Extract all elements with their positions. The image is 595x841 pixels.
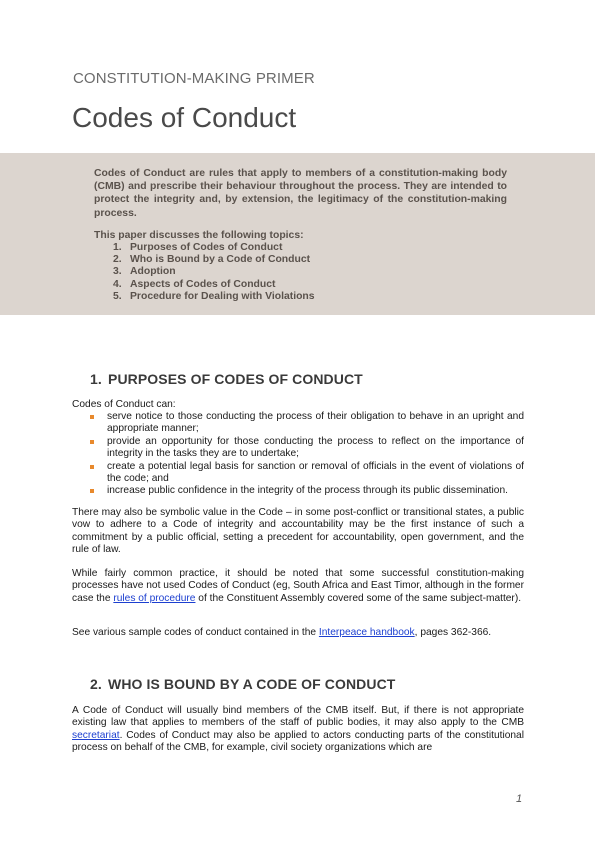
paragraph-text: See various sample codes of conduct contained in the <box>72 627 319 638</box>
topics-lead: This paper discusses the following topics: <box>94 230 304 241</box>
topic-label: Who is Bound by a Code of Conduct <box>130 254 311 266</box>
topic-number: 3. <box>113 266 122 278</box>
summary-box <box>0 153 595 315</box>
common-practice-paragraph <box>72 568 524 605</box>
topic-number: 1. <box>113 242 122 253</box>
topic-label: Aspects of Codes of Conduct <box>130 278 276 290</box>
topic-number: 4. <box>113 278 122 290</box>
see-samples-paragraph <box>72 627 524 639</box>
paragraph-text: of the Constituent Assembly covered some of the same subject-matter). <box>195 592 522 604</box>
section-number: 2. <box>90 676 102 692</box>
purposes-list <box>90 411 524 498</box>
primer-kicker: CONSTITUTION-MAKING PRIMER <box>73 70 315 87</box>
paragraph-text: . Codes of Conduct may also be applied to actors conducting parts of the constitutional process on behalf of the CMB, for example, civil society organizations which are <box>72 729 524 754</box>
list-item <box>90 411 524 436</box>
interpeace-handbook-link[interactable]: Interpeace handbook <box>318 627 415 638</box>
square-bullet-icon <box>90 440 94 444</box>
secretariat-link[interactable]: secretariat <box>72 729 120 741</box>
rules-of-procedure-link[interactable]: rules of procedure <box>113 592 196 604</box>
list-item-text: serve notice to those conducting the process of their obligation to behave in an upright and appropriate manner; <box>107 411 524 435</box>
topic-item <box>113 291 315 303</box>
topic-number: 5. <box>113 290 122 302</box>
section-1-lead: Codes of Conduct can: <box>72 399 176 410</box>
section-title: WHO IS BOUND BY A CODE OF CONDUCT <box>108 676 396 692</box>
topic-number: 2. <box>113 254 122 266</box>
topic-item <box>113 279 315 291</box>
list-item <box>90 485 524 497</box>
topic-item <box>113 266 315 278</box>
square-bullet-icon <box>90 465 94 469</box>
section-1-heading <box>90 371 363 387</box>
summary-intro: Codes of Conduct are rules that apply to members of a constitution-making body (CMB) and prescribe their behaviour throughout the process. They are intended to protect the integrity and, by extension, the legitimacy of the constitution-making process. <box>94 168 507 219</box>
list-item-text: create a potential legal basis for sanction or removal of officials in the event of violations of the code; and <box>107 460 524 485</box>
paragraph-text: A Code of Conduct will usually bind members of the CMB itself. But, if there is not appropriate existing law that applies to members of the staff of public bodies, it may also apply to the CMB <box>72 705 524 729</box>
list-item <box>90 461 524 486</box>
square-bullet-icon <box>90 489 94 493</box>
topic-item <box>113 254 315 266</box>
topic-label: Purposes of Codes of Conduct <box>130 242 283 253</box>
topic-label: Procedure for Dealing with Violations <box>130 290 315 302</box>
symbolic-value-paragraph: There may also be symbolic value in the Code – in some post-conflict or transitional states, a public vow to adhere to a Code of integrity and accountability may be the first instance of such a commitment by a public official, setting a precedent for accountability, open government, and the rule of law. <box>72 507 524 556</box>
topics-list <box>113 242 315 303</box>
list-item-text: increase public confidence in the integrity of the process through its public dissemination. <box>107 485 508 497</box>
paragraph-text: , pages 362-366. <box>414 627 492 638</box>
list-item <box>90 436 524 461</box>
who-is-bound-paragraph <box>72 705 524 755</box>
section-title: PURPOSES OF CODES OF CONDUCT <box>108 371 363 387</box>
list-item-text: provide an opportunity for those conducting the process to reflect on the importance of integrity in the tasks they are to undertake; <box>107 435 524 460</box>
topic-item <box>113 242 315 254</box>
page-title: Codes of Conduct <box>72 102 297 133</box>
section-2-heading <box>90 676 395 692</box>
page-number: 1 <box>516 793 523 805</box>
section-number: 1. <box>90 371 102 387</box>
square-bullet-icon <box>90 415 94 419</box>
paragraph-text: While fairly common practice, it should be noted that some successful constitution-making processes have not used Codes of Conduct (eg, South Africa and East Timor, although in the former case the <box>72 568 524 604</box>
topic-label: Adoption <box>130 266 176 278</box>
